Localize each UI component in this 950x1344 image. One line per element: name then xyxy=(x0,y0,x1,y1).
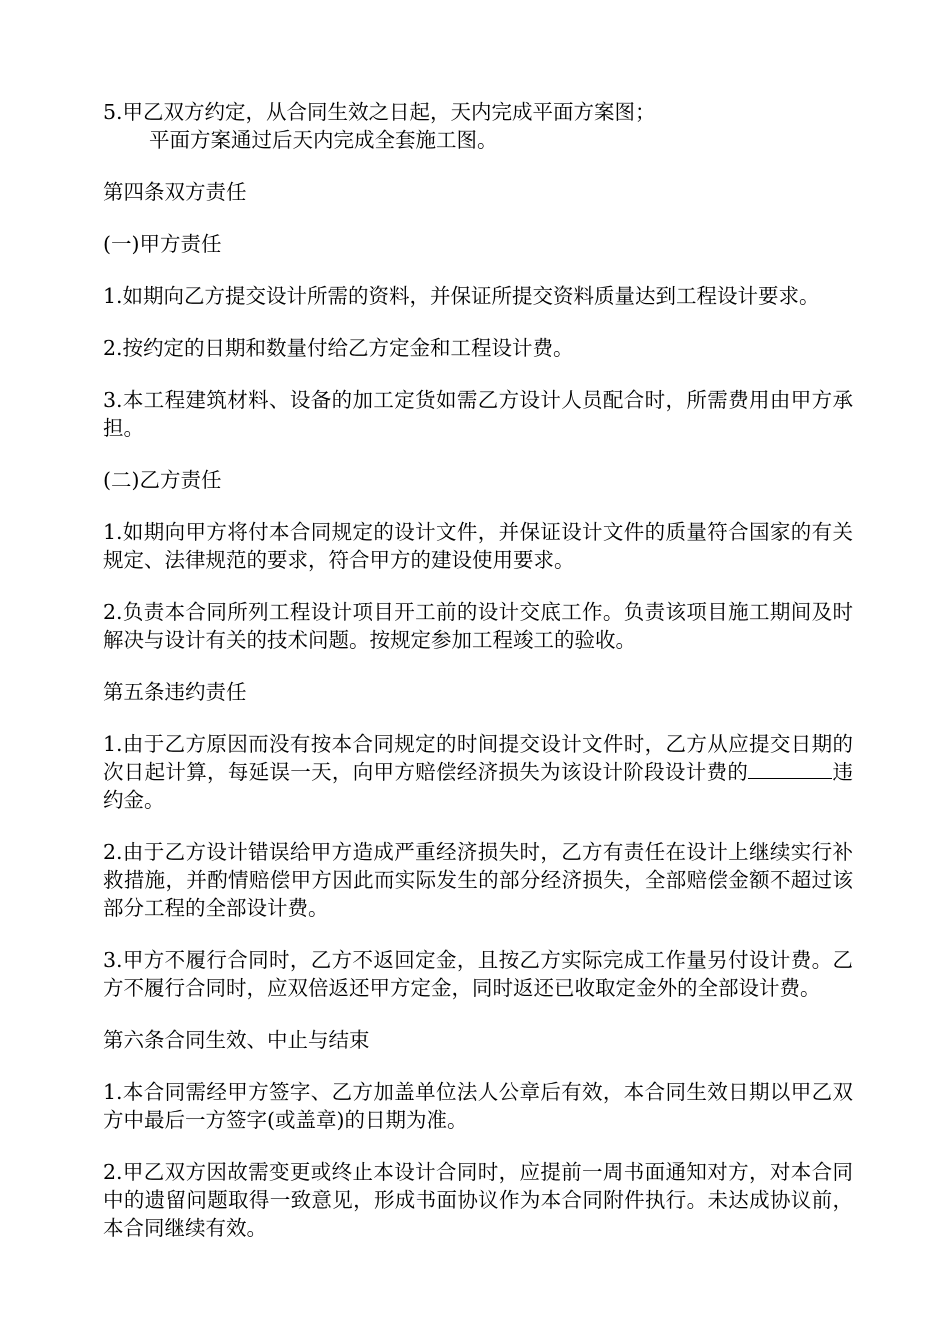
effect-clause-2: 2.甲乙双方因故需变更或终止本设计合同时，应提前一周书面通知对方，对本合同中的遗留问题取得一致意见，形成书面协议作为本合同附件执行。未达成协议前，本合同继续有效。 xyxy=(103,1160,853,1240)
contract-body xyxy=(103,98,853,1266)
effect-clause-1: 1.本合同需经甲方签字、乙方加盖单位法人公章后有效，本合同生效日期以甲乙双方中最后一方签字(或盖章)的日期为准。 xyxy=(103,1080,853,1132)
breach-clause-1-suffix: 违约金。 xyxy=(103,760,853,812)
fill-in-blank xyxy=(748,758,832,779)
section-party-a-heading: (一)甲方责任 xyxy=(103,232,222,256)
article-4-heading: 第四条双方责任 xyxy=(103,180,247,204)
party-b-duty-2: 2.负责本合同所列工程设计项目开工前的设计交底工作。负责该项目施工期间及时解决与设计有关的技术问题。按规定参加工程竣工的验收。 xyxy=(103,600,853,652)
breach-clause-3: 3.甲方不履行合同时，乙方不返回定金，且按乙方实际完成工作量另付设计费。乙方不履行合同时，应双倍返还甲方定金，同时返还已收取定金外的全部设计费。 xyxy=(103,948,853,1000)
breach-clause-2: 2.由于乙方设计错误给甲方造成严重经济损失时，乙方有责任在设计上继续实行补救措施，并酌情赔偿甲方因此而实际发生的部分经济损失，全部赔偿金额不超过该部分工程的全部设计费。 xyxy=(103,840,853,920)
breach-clause-1 xyxy=(103,730,853,814)
party-b-duty-1: 1.如期向甲方将付本合同规定的设计文件，并保证设计文件的质量符合国家的有关规定、法律规范的要求，符合甲方的建设使用要求。 xyxy=(103,520,853,572)
article-6-heading: 第六条合同生效、中止与结束 xyxy=(103,1028,370,1052)
party-a-duty-2: 2.按约定的日期和数量付给乙方定金和工程设计费。 xyxy=(103,336,574,360)
article-5-heading: 第五条违约责任 xyxy=(103,680,247,704)
party-a-duty-1: 1.如期向乙方提交设计所需的资料，并保证所提交资料质量达到工程设计要求。 xyxy=(103,284,820,308)
clause-item-5 xyxy=(103,98,853,154)
section-party-b-heading: (二)乙方责任 xyxy=(103,468,222,492)
party-a-duty-3: 3.本工程建筑材料、设备的加工定货如需乙方设计人员配合时，所需费用由甲方承担。 xyxy=(103,388,853,440)
clause-item-5-line1: 5.甲乙双方约定，从合同生效之日起，天内完成平面方案图； xyxy=(103,100,656,124)
breach-clause-1-text: 1.由于乙方原因而没有按本合同规定的时间提交设计文件时，乙方从应提交日期的次日起计算，每延误一天，向甲方赔偿经济损失为该设计阶段设计费的 xyxy=(103,732,853,784)
clause-item-5-line2: 平面方案通过后天内完成全套施工图。 xyxy=(149,128,498,152)
